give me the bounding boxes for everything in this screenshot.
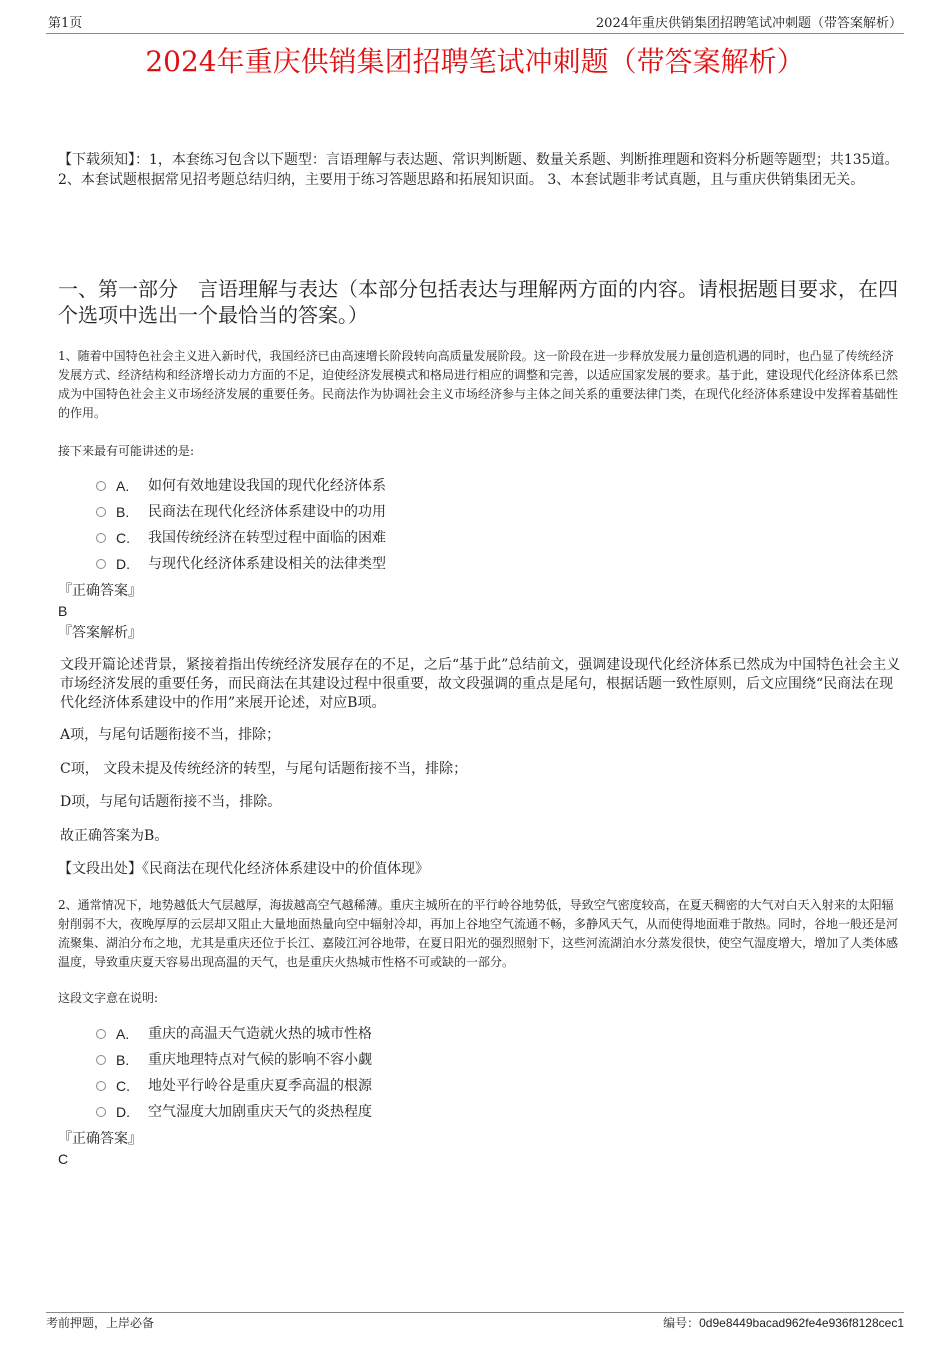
- q2-option-c[interactable]: C. 地处平行岭谷是重庆夏季高温的根源: [96, 1073, 372, 1099]
- q2-answer: C: [58, 1151, 69, 1167]
- q2-stem: 2、通常情况下，地势越低大气层越厚，海拔越高空气越稀薄。重庆主城所在的平行岭谷地势低，导致空气密度较高，在夏天稠密的大气对白天入射来的太阳辐射削弱不大，夜晚厚厚的云层却又阻止大量地面热量向空中辐射冷却，再加上谷地空气流通不畅，多静风天气，从而使得地面难于散热。同时，谷地一般还是河流聚集、湖泊分布之地，尤其是重庆还位于长江、嘉陵江河谷地带，在夏日阳光的强烈照射下，这些河流湖泊水分蒸发很快，使空气湿度增大，增加了人类体感温度，导致重庆夏天容易出现高温的天气，也是重庆火热城市性格不可或缺的一部分。: [58, 898, 899, 969]
- q2-option-a[interactable]: A. 重庆的高温天气造就火热的城市性格: [96, 1021, 372, 1047]
- header-doc-title: 2024年重庆供销集团招聘笔试冲刺题（带答案解析）: [595, 16, 902, 31]
- footer-slogan: 考前押题，上岸必备: [46, 1316, 155, 1330]
- q2-ask: 这段文字意在说明:: [58, 991, 159, 1005]
- q1-eliminate-c: C项， 文段未提及传统经济的转型，与尾句话题衔接不当，排除；: [60, 761, 468, 777]
- q1-option-b[interactable]: B. 民商法在现代化经济体系建设中的功用: [96, 499, 386, 525]
- q2-option-b[interactable]: B. 重庆地理特点对气候的影响不容小觑: [96, 1047, 372, 1073]
- footer-code: 编号：0d9e8449bacad962fe4e936f8128cec1: [663, 1316, 904, 1330]
- download-notice: 【下载须知】：1，本套练习包含以下题型：言语理解与表达题、常识判断题、数量关系题、判断推理题和资料分析题等题型；共135道。 2、本套试题根据常见招考题总结归纳，主要用于练习答题思路和拓展知识面。 3、本套试题非考试真题，且与重庆供销集团无关。: [58, 152, 899, 188]
- radio-icon[interactable]: [96, 559, 106, 569]
- q1-options: [96, 473, 386, 577]
- q1-conclusion: 故正确答案为B。: [60, 828, 169, 844]
- q1-eliminate-d: D项，与尾句话题衔接不当，排除。: [60, 794, 282, 810]
- q1-analysis-label: 『答案解析』: [58, 625, 142, 641]
- q1-option-c[interactable]: C. 我国传统经济在转型过程中面临的困难: [96, 525, 386, 551]
- section-title: 一、第一部分 言语理解与表达（本部分包括表达与理解两方面的内容。请根据题目要求，在四个选项中选出一个最恰当的答案。）: [58, 277, 898, 327]
- q1-stem: 1、随着中国特色社会主义进入新时代，我国经济已由高速增长阶段转向高质量发展阶段。这一阶段在进一步释放发展力量创造机遇的同时，也凸显了传统经济发展方式、经济结构和经济增长动力方面的不足，迫使经济发展模式和格局进行相应的调整和完善，以适应国家发展的要求。基于此，建设现代化经济体系已然成为中国特色社会主义市场经济发展的重要任务。民商法作为协调社会主义市场经济参与主体之间关系的重要法律门类，在现代化经济体系建设中发挥着基础性的作用。: [58, 349, 899, 420]
- radio-icon[interactable]: [96, 1081, 106, 1091]
- radio-icon[interactable]: [96, 507, 106, 517]
- q2-answer-label: 『正确答案』: [58, 1131, 142, 1147]
- page-header: [46, 15, 904, 34]
- radio-icon[interactable]: [96, 1107, 106, 1117]
- page-footer: [46, 1312, 904, 1331]
- q1-answer: B: [58, 603, 68, 619]
- q1-source: 【文段出处】《民商法在现代化经济体系建设中的价值体现》: [58, 861, 429, 877]
- radio-icon[interactable]: [96, 533, 106, 543]
- q1-eliminate-a: A项，与尾句话题衔接不当，排除；: [60, 727, 281, 743]
- q1-analysis: 文段开篇论述背景，紧接着指出传统经济发展存在的不足，之后“基于此”总结前文，强调建设现代化经济体系已然成为中国特色社会主义市场经济发展的重要任务，而民商法在其建设过程中很重要，故文段强调的重点是尾句，根据话题一致性原则，后文应围绕“民商法在现代化经济体系建设中的作用”来展开论述，对应B项。: [60, 657, 901, 711]
- q2-options: [96, 1021, 372, 1125]
- q2-option-d[interactable]: D. 空气湿度大加剧重庆天气的炎热程度: [96, 1099, 372, 1125]
- q1-answer-label: 『正确答案』: [58, 583, 142, 599]
- q1-ask: 接下来最有可能讲述的是:: [58, 444, 195, 458]
- radio-icon[interactable]: [96, 1029, 106, 1039]
- q1-option-d[interactable]: D. 与现代化经济体系建设相关的法律类型: [96, 551, 386, 577]
- radio-icon[interactable]: [96, 1055, 106, 1065]
- page-number: 第1页: [48, 16, 83, 31]
- page-title: 2024年重庆供销集团招聘笔试冲刺题（带答案解析）: [145, 45, 805, 78]
- q1-option-a[interactable]: A. 如何有效地建设我国的现代化经济体系: [96, 473, 386, 499]
- radio-icon[interactable]: [96, 481, 106, 491]
